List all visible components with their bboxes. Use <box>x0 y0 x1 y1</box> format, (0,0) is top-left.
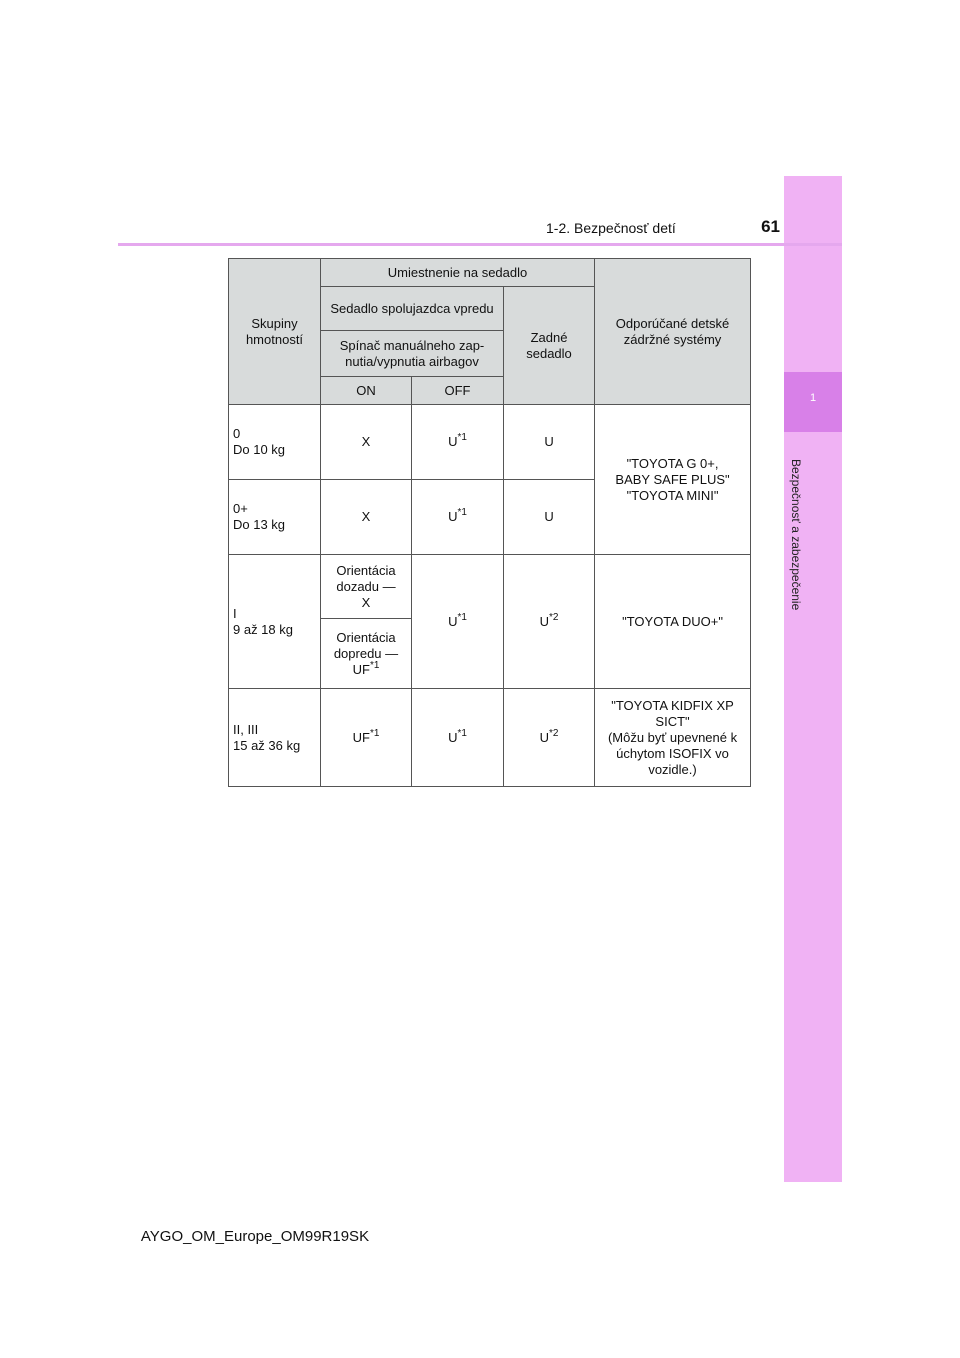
off-cell: $U^{*1}$ <box>412 480 504 555</box>
header-rear-seat: Zadné sedadlo <box>504 287 595 405</box>
recommended-cell: "TOYOTA DUO+" <box>595 555 751 689</box>
off-cell: $U^{*1}$ <box>412 555 504 689</box>
header-airbag-switch: Spínač manuálneho zap-nutia/vypnutia airbagov <box>321 331 504 377</box>
rear-facing-cell: Orientácia dozadu — X <box>321 555 412 619</box>
off-cell: $U^{*1}$ <box>412 689 504 787</box>
rear-cell: U <box>504 480 595 555</box>
on-cell: X <box>321 480 412 555</box>
header-off: OFF <box>412 377 504 405</box>
recommended-cell: "TOYOTA G 0+, BABY SAFE PLUS" "TOYOTA MINI" <box>595 405 751 555</box>
header-weight-groups: Skupiny hmotností <box>229 259 321 405</box>
header-rule <box>118 243 842 246</box>
section-title: 1-2. Bezpečnosť detí <box>546 220 676 236</box>
recommended-cell: "TOYOTA KIDFIX XP SICT" (Môžu byť upevnené k úchytom ISOFIX vo vozidle.) <box>595 689 751 787</box>
child-seat-table <box>228 258 751 787</box>
header-on: ON <box>321 377 412 405</box>
header-seat-placement: Umiestnenie na sedadlo <box>321 259 595 287</box>
forward-facing-cell: Orientácia dopredu — UF$^{*1}$ <box>321 619 412 689</box>
table-row <box>229 689 751 787</box>
group-cell: II, III 15 až 36 kg <box>229 689 321 787</box>
header-front-passenger-seat: Sedadlo spolujazdca vpredu <box>321 287 504 331</box>
rear-cell: U <box>504 405 595 480</box>
table-row <box>229 405 751 480</box>
group-cell: 0+ Do 13 kg <box>229 480 321 555</box>
chapter-side-tab <box>784 176 842 1182</box>
on-cell: UF$^{*1}$ <box>321 689 412 787</box>
on-cell: X <box>321 405 412 480</box>
header-recommended-systems: Odporúčané detské zádržné systémy <box>595 259 751 405</box>
off-cell: $U^{*1}$ <box>412 405 504 480</box>
document-code: AYGO_OM_Europe_OM99R19SK <box>140 1228 370 1245</box>
table-row <box>229 555 751 619</box>
chapter-number: 1 <box>809 392 817 404</box>
chapter-title: Bezpečnosť a zabezpečenie <box>789 459 803 611</box>
page-number: 61 <box>761 217 780 236</box>
rear-cell: $U^{*2}$ <box>504 555 595 689</box>
group-cell: I 9 až 18 kg <box>229 555 321 689</box>
rear-cell: $U^{*2}$ <box>504 689 595 787</box>
group-cell: 0 Do 10 kg <box>229 405 321 480</box>
